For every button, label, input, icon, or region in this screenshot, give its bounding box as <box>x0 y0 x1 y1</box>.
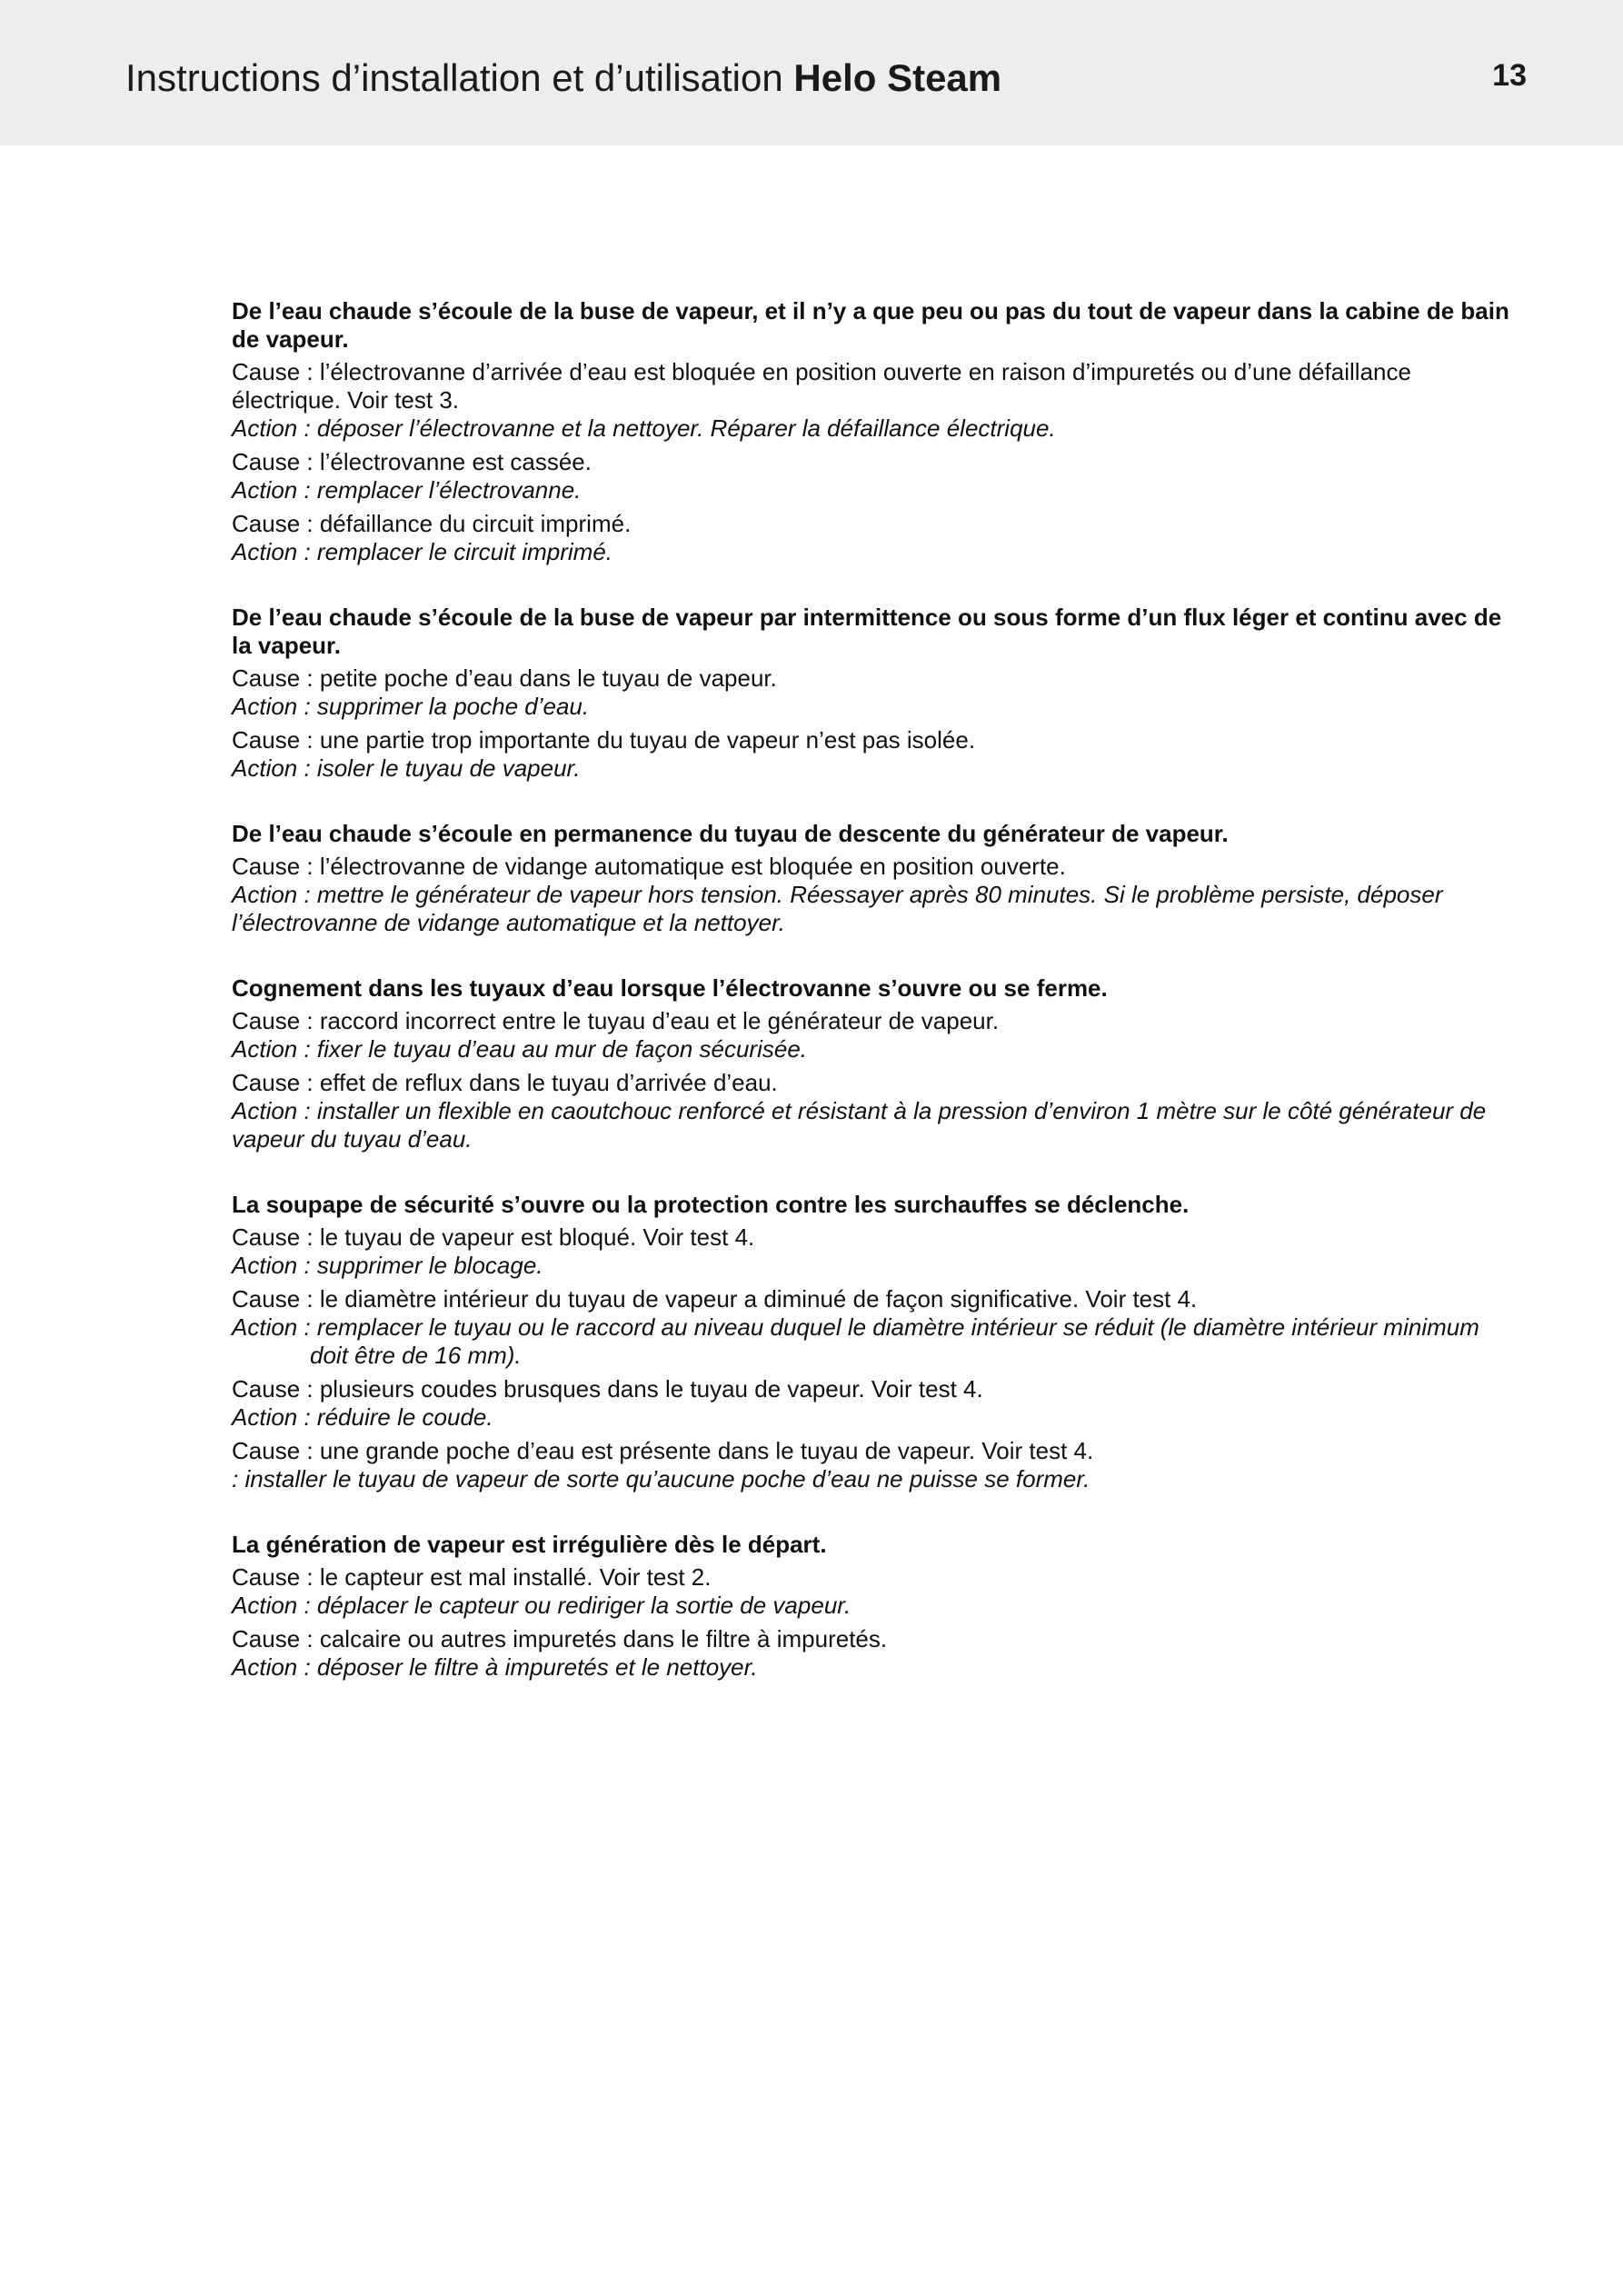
cause-action-pair <box>232 1437 1522 1493</box>
action-text: Action : réduire le coude. <box>232 1403 493 1431</box>
cause-action-pair <box>232 1223 1522 1280</box>
title-product-name: Helo Steam <box>793 56 1002 99</box>
section-hot-water-no-steam <box>232 297 1522 566</box>
action-text: Action : fixer le tuyau d’eau au mur de façon sécurisée. <box>232 1035 808 1063</box>
page-number: 13 <box>1492 58 1527 93</box>
cause-action-pair <box>232 664 1522 721</box>
cause-text: Cause : l’électrovanne d’arrivée d’eau est bloquée en position ouverte en raison d’impuretés ou d’une défaillance électrique. Voir test 3. <box>232 358 1411 414</box>
cause-action-pair <box>232 1625 1522 1682</box>
cause-text: Cause : le capteur est mal installé. Voir test 2. <box>232 1563 712 1591</box>
cause-text: Cause : défaillance du circuit imprimé. <box>232 510 632 537</box>
section-water-hammer <box>232 974 1522 1153</box>
section-title: De l’eau chaude s’écoule en permanence du tuyau de descente du générateur de vapeur. <box>232 820 1229 847</box>
troubleshooting-content <box>232 297 1522 1719</box>
section-safety-valve <box>232 1191 1522 1493</box>
section-title: La génération de vapeur est irrégulière dès le départ. <box>232 1531 827 1558</box>
action-text: Action : supprimer le blocage. <box>232 1252 543 1279</box>
action-text: Action : déplacer le capteur ou rediriger la sortie de vapeur. <box>232 1592 851 1619</box>
action-text: Action : mettre le générateur de vapeur hors tension. Réessayer après 80 minutes. Si le problème persiste, déposer l’électrovanne de vidange automatique et la nettoyer. <box>232 881 1443 936</box>
cause-action-pair <box>232 1285 1522 1370</box>
action-text: Action : remplacer l’électrovanne. <box>232 476 582 504</box>
cause-action-pair <box>232 853 1522 937</box>
section-title: De l’eau chaude s’écoule de la buse de vapeur par intermittence ou sous forme d’un flux léger et continu avec de la vapeur. <box>232 604 1502 659</box>
cause-text: Cause : le tuyau de vapeur est bloqué. Voir test 4. <box>232 1223 755 1251</box>
action-text: Action : installer un flexible en caoutchouc renforcé et résistant à la pression d’environ 1 mètre sur le côté générateur de vapeur du tuyau d’eau. <box>232 1097 1487 1153</box>
section-irregular-steam <box>232 1531 1522 1682</box>
cause-action-pair <box>232 1007 1522 1063</box>
cause-action-pair <box>232 1563 1522 1620</box>
cause-action-pair <box>232 726 1522 783</box>
section-title: Cognement dans les tuyaux d’eau lorsque l’électrovanne s’ouvre ou se ferme. <box>232 974 1108 1002</box>
section-title: La soupape de sécurité s’ouvre ou la protection contre les surchauffes se déclenche. <box>232 1191 1190 1218</box>
cause-action-pair <box>232 448 1522 504</box>
cause-text: Cause : plusieurs coudes brusques dans le tuyau de vapeur. Voir test 4. <box>232 1375 983 1403</box>
cause-action-pair <box>232 358 1522 443</box>
title-regular: Instructions d’installation et d’utilisation <box>125 56 794 99</box>
cause-text: Cause : l’électrovanne de vidange automatique est bloquée en position ouverte. <box>232 853 1066 880</box>
action-text: Action : isoler le tuyau de vapeur. <box>232 754 581 782</box>
document-title <box>125 56 1001 100</box>
section-title: De l’eau chaude s’écoule de la buse de vapeur, et il n’y a que peu ou pas du tout de vapeur dans la cabine de bain de vapeur. <box>232 297 1509 353</box>
cause-text: Cause : petite poche d’eau dans le tuyau de vapeur. <box>232 664 777 692</box>
action-text: : installer le tuyau de vapeur de sorte qu’aucune poche d’eau ne puisse se former. <box>232 1465 1090 1492</box>
cause-text: Cause : une grande poche d’eau est présente dans le tuyau de vapeur. Voir test 4. <box>232 1437 1094 1464</box>
action-text: Action : remplacer le circuit imprimé. <box>232 538 612 565</box>
action-text: Action : remplacer le tuyau ou le raccord au niveau duquel le diamètre intérieur se réduit (le diamètre intérieur minimum doit être de 16 mm). <box>232 1313 1479 1369</box>
cause-action-pair <box>232 1375 1522 1432</box>
cause-action-pair <box>232 510 1522 566</box>
action-text: Action : supprimer la poche d’eau. <box>232 693 590 720</box>
cause-text: Cause : le diamètre intérieur du tuyau de vapeur a diminué de façon significative. Voir test 4. <box>232 1285 1198 1313</box>
page-header <box>0 0 1623 145</box>
cause-text: Cause : effet de reflux dans le tuyau d’arrivée d’eau. <box>232 1069 778 1096</box>
action-text: Action : déposer l’électrovanne et la nettoyer. Réparer la défaillance électrique. <box>232 414 1056 442</box>
cause-action-pair <box>232 1069 1522 1153</box>
cause-text: Cause : l’électrovanne est cassée. <box>232 448 592 475</box>
cause-text: Cause : calcaire ou autres impuretés dans le filtre à impuretés. <box>232 1625 888 1652</box>
action-text: Action : déposer le filtre à impuretés et le nettoyer. <box>232 1653 758 1681</box>
section-drain-pipe-flow <box>232 820 1522 937</box>
cause-text: Cause : une partie trop importante du tuyau de vapeur n’est pas isolée. <box>232 726 976 754</box>
section-intermittent-hot-water <box>232 604 1522 783</box>
cause-text: Cause : raccord incorrect entre le tuyau d’eau et le générateur de vapeur. <box>232 1007 1000 1034</box>
